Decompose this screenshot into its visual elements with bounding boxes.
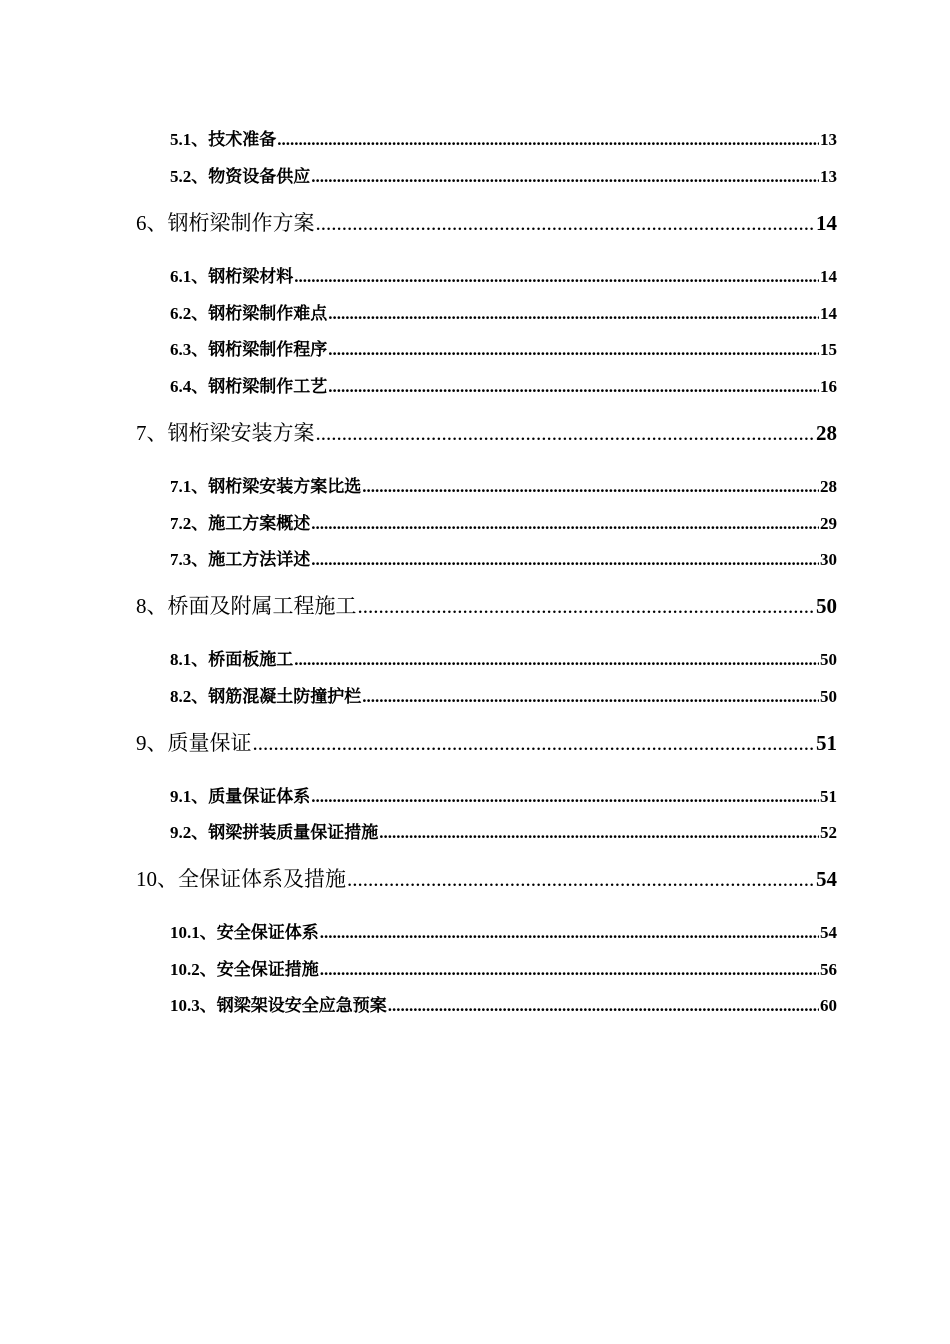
toc-leader-dots <box>388 996 819 1015</box>
toc-chapter-entry[interactable] <box>136 863 837 893</box>
toc-entry-label: 6、钢桁梁制作方案 <box>136 211 315 235</box>
toc-entry[interactable] <box>170 645 837 669</box>
toc-leader-dots <box>320 960 819 979</box>
toc-entry-page: 54 <box>820 923 837 942</box>
toc-entry-page: 15 <box>820 340 837 359</box>
toc-leader-dots <box>294 650 819 669</box>
toc-leader-dots <box>277 130 819 149</box>
toc-entry-page: 16 <box>820 377 837 396</box>
toc-entry-page: 54 <box>816 867 837 891</box>
toc-entry-label: 6.2、钢桁梁制作难点 <box>170 304 328 323</box>
toc-chapter-entry[interactable] <box>136 417 837 447</box>
toc-entry-page: 14 <box>816 211 837 235</box>
toc-leader-dots <box>347 867 815 892</box>
toc-leader-dots <box>316 421 816 446</box>
toc-entry[interactable] <box>170 335 837 359</box>
toc-entry[interactable] <box>170 545 837 569</box>
toc-leader-dots <box>311 787 819 806</box>
toc-chapter-entry[interactable] <box>136 590 837 620</box>
toc-entry-page: 51 <box>816 731 837 755</box>
toc-leader-dots <box>379 823 819 842</box>
toc-entry-page: 13 <box>820 167 837 186</box>
toc-entry-page: 51 <box>820 787 837 806</box>
toc-entry-page: 50 <box>816 594 837 618</box>
toc-chapter-entry[interactable] <box>136 727 837 757</box>
toc-entry-label: 8.1、桥面板施工 <box>170 650 294 669</box>
toc-entry-page: 30 <box>820 550 837 569</box>
toc-entry-page: 50 <box>820 650 837 669</box>
toc-entry-page: 50 <box>820 687 837 706</box>
toc-entry[interactable] <box>170 125 837 149</box>
toc-leader-dots <box>328 340 819 359</box>
toc-leader-dots <box>311 550 819 569</box>
toc-entry[interactable] <box>170 262 837 286</box>
toc-leader-dots <box>294 267 819 286</box>
toc-entry-label: 6.3、钢桁梁制作程序 <box>170 340 328 359</box>
toc-entry-page: 29 <box>820 514 837 533</box>
toc-leader-dots <box>358 594 816 619</box>
toc-entry-label: 7、钢桁梁安装方案 <box>136 421 315 445</box>
toc-entry-label: 9.2、钢梁拼装质量保证措施 <box>170 823 379 842</box>
toc-entry-label: 8.2、钢筋混凝土防撞护栏 <box>170 687 362 706</box>
toc-entry-label: 8、桥面及附属工程施工 <box>136 594 357 618</box>
toc-entry[interactable] <box>170 818 837 842</box>
toc-entry-page: 13 <box>820 130 837 149</box>
toc-entry-label: 5.1、技术准备 <box>170 130 277 149</box>
toc-entry-label: 10.3、钢梁架设安全应急预案 <box>170 996 387 1015</box>
toc-entry-label: 9、质量保证 <box>136 731 252 755</box>
toc-entry-page: 14 <box>820 304 837 323</box>
toc-entry-label: 6.4、钢桁梁制作工艺 <box>170 377 328 396</box>
toc-entry-page: 52 <box>820 823 837 842</box>
toc-entry[interactable] <box>170 472 837 496</box>
toc-entry[interactable] <box>170 682 837 706</box>
toc-leader-dots <box>311 514 819 533</box>
toc-entry-page: 28 <box>820 477 837 496</box>
toc-entry[interactable] <box>170 162 837 186</box>
toc-entry-page: 28 <box>816 421 837 445</box>
toc-entry[interactable] <box>170 782 837 806</box>
toc-leader-dots <box>362 687 819 706</box>
toc-entry[interactable] <box>170 991 837 1015</box>
toc-entry-label: 7.2、施工方案概述 <box>170 514 311 533</box>
toc-leader-dots <box>311 167 819 186</box>
toc-leader-dots <box>362 477 819 496</box>
toc-entry[interactable] <box>170 918 837 942</box>
toc-entry-page: 56 <box>820 960 837 979</box>
toc-entry[interactable] <box>170 955 837 979</box>
toc-entry[interactable] <box>170 509 837 533</box>
toc-entry-label: 6.1、钢桁梁材料 <box>170 267 294 286</box>
toc-entry-label: 10.1、安全保证体系 <box>170 923 319 942</box>
toc-entry-label: 7.3、施工方法详述 <box>170 550 311 569</box>
toc-entry-label: 7.1、钢桁梁安装方案比选 <box>170 477 362 496</box>
toc-leader-dots <box>320 923 819 942</box>
toc-entry-label: 10.2、安全保证措施 <box>170 960 319 979</box>
toc-leader-dots <box>253 731 816 756</box>
toc-chapter-entry[interactable] <box>136 207 837 237</box>
toc-leader-dots <box>328 304 819 323</box>
toc-entry-label: 10、全保证体系及措施 <box>136 867 346 891</box>
toc-leader-dots <box>316 211 816 236</box>
toc-entry-label: 9.1、质量保证体系 <box>170 787 311 806</box>
toc-entry-page: 60 <box>820 996 837 1015</box>
toc-leader-dots <box>328 377 819 396</box>
toc-entry[interactable] <box>170 372 837 396</box>
toc-entry-page: 14 <box>820 267 837 286</box>
toc-entry[interactable] <box>170 299 837 323</box>
toc-entry-label: 5.2、物资设备供应 <box>170 167 311 186</box>
